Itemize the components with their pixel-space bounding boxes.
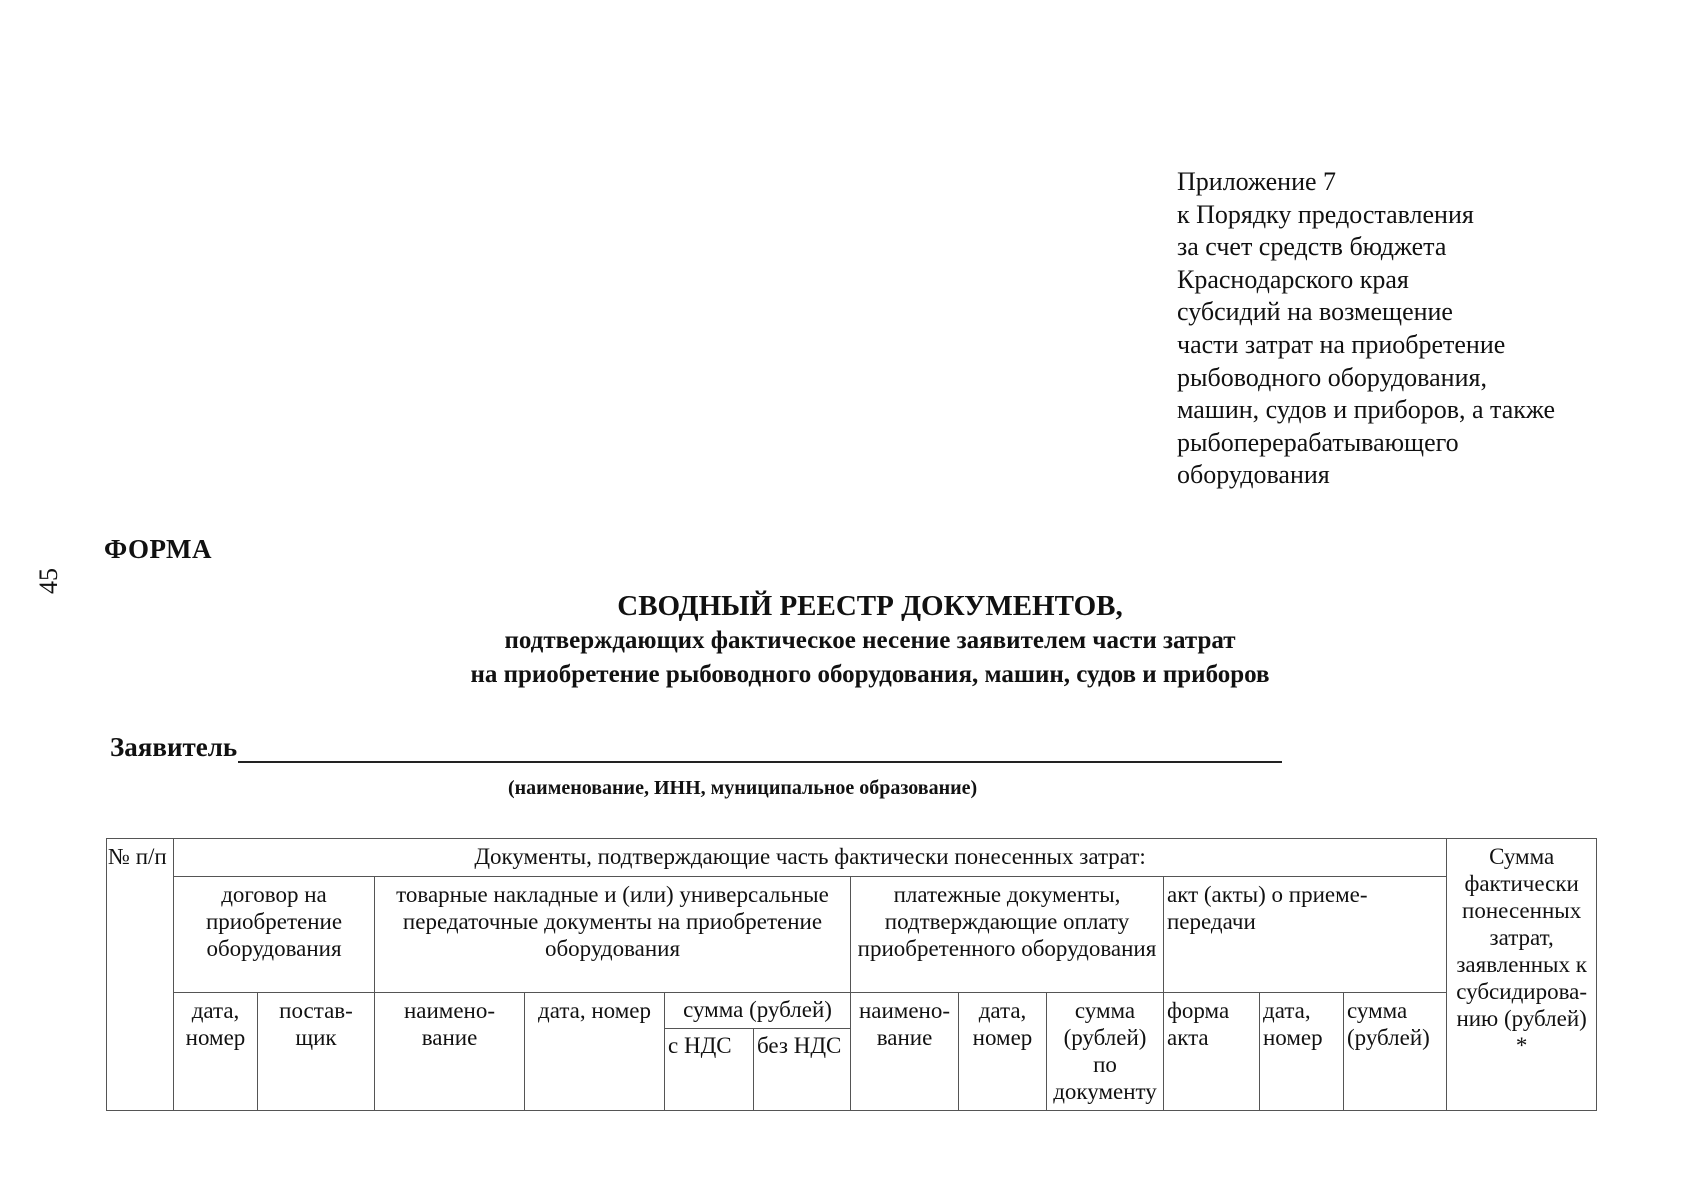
header-documents: Документы, подтверждающие часть фактически понесенных затрат: <box>174 839 1447 877</box>
header-invoice-name: наимено-вание <box>375 993 525 1111</box>
registry-table <box>106 838 1597 1111</box>
header-invoice-sum-no-vat: без НДС <box>754 1029 851 1111</box>
header-total-sum: Сумма фактически понесенных затрат, заявленных к субсидирова-нию (рублей) * <box>1447 839 1597 1111</box>
header-contract-date-number: дата, номер <box>174 993 258 1111</box>
header-payment-date-number: дата, номер <box>959 993 1047 1111</box>
header-contract: договор на приобретение оборудования <box>174 877 375 993</box>
header-acts: акт (акты) о приеме-передачи <box>1164 877 1447 993</box>
applicant-label: Заявитель <box>110 732 238 762</box>
header-payments: платежные документы, подтверждающие оплату приобретенного оборудования <box>851 877 1164 993</box>
title-line-2: подтверждающих фактическое несение заявителем части затрат <box>504 627 1236 654</box>
appendix-line: оборудования <box>1177 460 1330 490</box>
header-number: № п/п <box>107 839 174 1111</box>
appendix-line: субсидий на возмещение <box>1177 297 1453 327</box>
header-act-date-number: дата, номер <box>1260 993 1344 1111</box>
header-act-sum: сумма (рублей) <box>1344 993 1447 1111</box>
appendix-line: рыбоводного оборудования, <box>1177 362 1487 392</box>
header-invoice-sum-vat: с НДС <box>665 1029 754 1111</box>
appendix-line: части затрат на приобретение <box>1177 329 1506 359</box>
appendix-note <box>1177 166 1647 492</box>
header-invoice-sum: сумма (рублей) <box>665 993 851 1029</box>
document-title <box>300 588 1440 692</box>
header-act-form: форма акта <box>1164 993 1260 1111</box>
appendix-line: Краснодарского края <box>1177 264 1409 294</box>
title-main: СВОДНЫЙ РЕЕСТР ДОКУМЕНТОВ, <box>617 590 1123 622</box>
form-label: ФОРМА <box>104 534 212 564</box>
applicant-input-line[interactable] <box>238 761 1282 763</box>
header-payment-sum: сумма (рублей) по документу <box>1047 993 1164 1111</box>
appendix-line: рыбоперерабатывающего <box>1177 427 1459 457</box>
appendix-line: за счет средств бюджета <box>1177 232 1447 262</box>
appendix-line: машин, судов и приборов, а также <box>1177 395 1556 425</box>
header-payment-name: наимено-вание <box>851 993 959 1111</box>
applicant-hint: (наименование, ИНН, муниципальное образование) <box>508 777 978 799</box>
page-number: 45 <box>34 568 63 594</box>
appendix-line: к Порядку предоставления <box>1177 199 1474 229</box>
title-line-3: на приобретение рыбоводного оборудования, машин, судов и приборов <box>470 661 1270 688</box>
header-invoice-date-number: дата, номер <box>525 993 665 1111</box>
header-contract-supplier: постав-щик <box>258 993 375 1111</box>
appendix-line: Приложение 7 <box>1177 167 1337 196</box>
header-invoices: товарные накладные и (или) универсальные передаточные документы на приобретение оборудования <box>375 877 851 993</box>
